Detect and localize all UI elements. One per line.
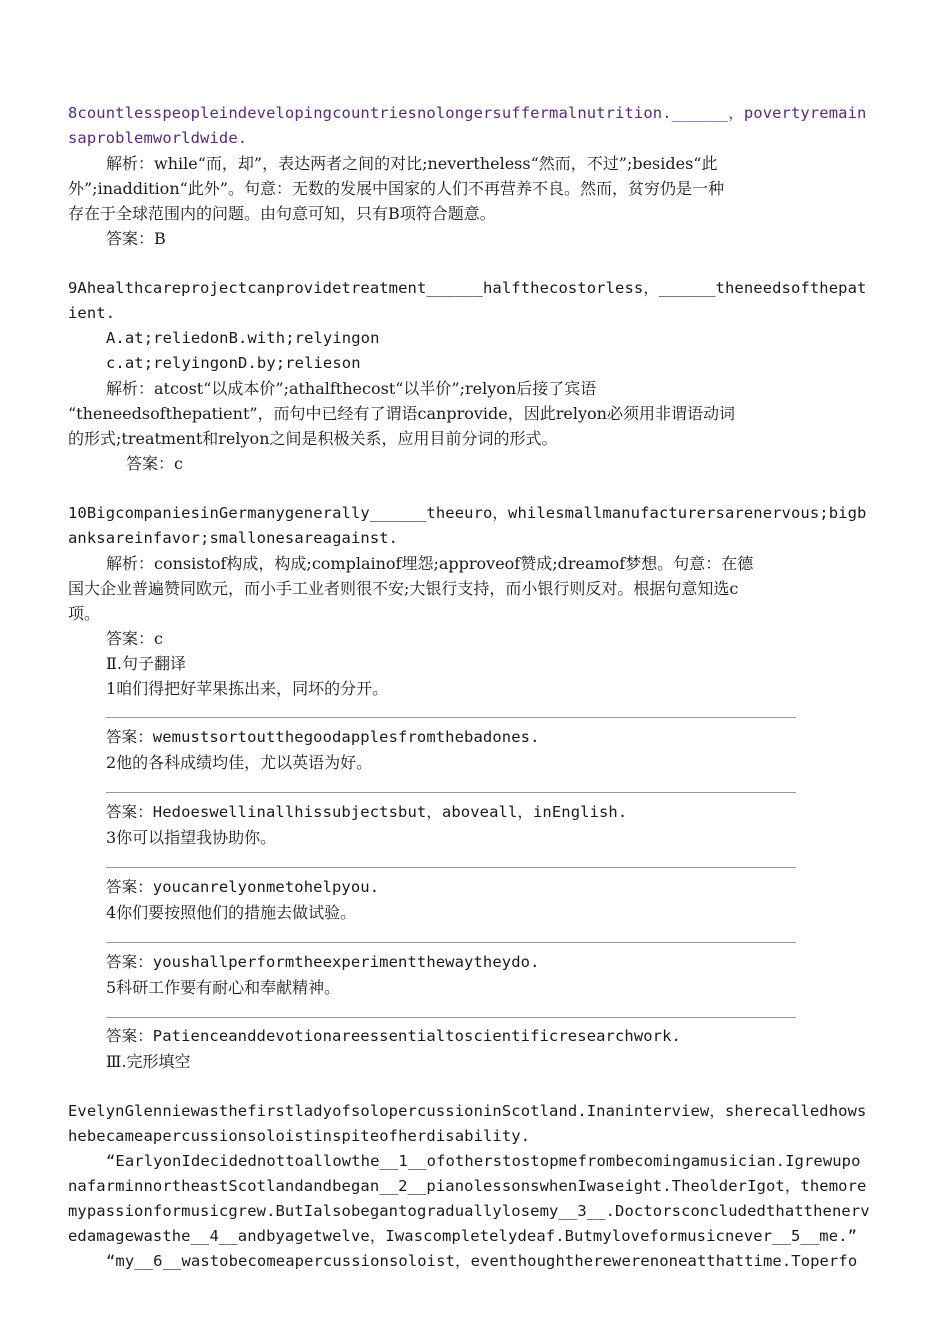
q10-analysis-line2: 国大企业普遍赞同欧元，而小手工业者则很不安;大银行支持，而小银行则反对。根据句意知选c [68,579,739,598]
q10-analysis-line3: 项。 [68,604,101,623]
cloze-paragraph1-line2: hebecameapercussionsoloistinspiteofherdisability. [68,1127,531,1145]
q9-analysis-line3: 的形式;treatment和relyon之间是积极关系，应用目前分词的形式。 [68,429,558,448]
q8-analysis-line3: 存在于全球范围内的问题。由句意可知，只有B项符合题意。 [68,204,496,223]
q8-answer: 答案：B [106,229,166,248]
q10-stem-line2: anksareinfavor;smallonesareagainst. [68,529,399,547]
translation-question-1: 1咱们得把好苹果拣出来，同坏的分开。 [106,679,389,698]
translation-answer-1: 答案：wemustsortoutthegoodapplesfromthebadones. [106,728,540,746]
cloze-paragraph2-line2: nafarminnortheastScotlandandbegan__2__pianolessonswhenIwaseight.TheolderIgot，themore [68,1177,867,1195]
cloze-paragraph2-line3: mypassionformusicgrew.ButIalsobegantograduallylosemy__3__.Doctorsconcludedthatthenerv [68,1202,870,1220]
q9-options-cd: c.at;relyingonD.by;relieson [106,354,361,372]
q9-answer: 答案：c [126,454,183,473]
translation-question-2: 2他的各科成绩均佳，尤以英语为好。 [106,753,373,772]
cloze-paragraph3-line1: “my__6__wastobecomeapercussionsoloist，eventhoughtherewerenoneatthattime.Toperfo [106,1252,858,1270]
answer-blank-line-5 [106,1017,796,1018]
translation-question-4: 4你们要按照他们的措施去做试验。 [106,903,357,922]
q9-options-ab: A.at;reliedonB.with;relyingon [106,329,380,347]
answer-blank-line-4 [106,942,796,943]
translation-answer-2: 答案：Hedoeswellinallhissubjectsbut，aboveall，inEnglish. [106,803,628,821]
section3-title: Ⅲ.完形填空 [106,1052,191,1071]
q9-stem-line1: 9Ahealthcareprojectcanprovidetreatment______halfthecostorless，______theneedsofthepat [68,279,867,297]
translation-answer-3: 答案：youcanrelyonmetohelpyou. [106,878,380,896]
q10-answer: 答案：c [106,629,163,648]
section2-title: Ⅱ.句子翻译 [106,654,186,673]
q8-stem-line1: 8countlesspeopleindevelopingcountriesnolongersuffermalnutrition.______，povertyremain [68,104,867,122]
translation-answer-4: 答案：youshallperformtheexperimentthewaytheydo. [106,953,540,971]
answer-blank-line-1 [106,717,796,718]
cloze-paragraph2-line1: “EarlyonIdecidednottoallowthe__1__ofotherstostopmefrombecomingamusician.Igrewupo [106,1152,861,1170]
translation-question-3: 3你可以指望我协助你。 [106,828,277,847]
translation-answer-5: 答案：Patienceanddevotionareessentialtoscientificresearchwork. [106,1027,681,1045]
translation-question-5: 5科研工作要有耐心和奉献精神。 [106,978,341,997]
cloze-paragraph2-line4: edamagewasthe__4__andbyagetwelve，Iwascompletelydeaf.Butmyloveformusicnever__5__me.” [68,1227,858,1245]
q9-analysis-line1: 解析：atcost“以成本价”;athalfthecost“以半价”;relyon后接了宾语 [106,379,597,398]
q9-stem-line2: ient. [68,304,116,322]
q10-stem-line1: 10BigcompaniesinGermanygenerally______theeuro，whilesmallmanufacturersarenervous;bigb [68,504,867,522]
q8-analysis-line2: 外”;inaddition“此外”。句意：无数的发展中国家的人们不再营养不良。然而，贫穷仍是一种 [68,179,724,198]
answer-blank-line-3 [106,867,796,868]
q8-analysis-line1: 解析：while“而，却”，表达两者之间的对比;nevertheless“然而，不过”;besides“此 [106,154,718,173]
cloze-paragraph1-line1: EvelynGlenniewasthefirstladyofsolopercussioninScotland.Inaninterview，sherecalledhows [68,1102,867,1120]
q9-analysis-line2: “theneedsofthepatient”，而句中已经有了谓语canprovide，因此relyon必须用非谓语动词 [68,404,735,423]
answer-blank-line-2 [106,792,796,793]
q8-stem-line2: saproblemworldwide. [68,129,248,147]
q10-analysis-line1: 解析：consistof构成，构成;complainof埋怨;approveof赞成;dreamof梦想。句意：在德 [106,554,754,573]
